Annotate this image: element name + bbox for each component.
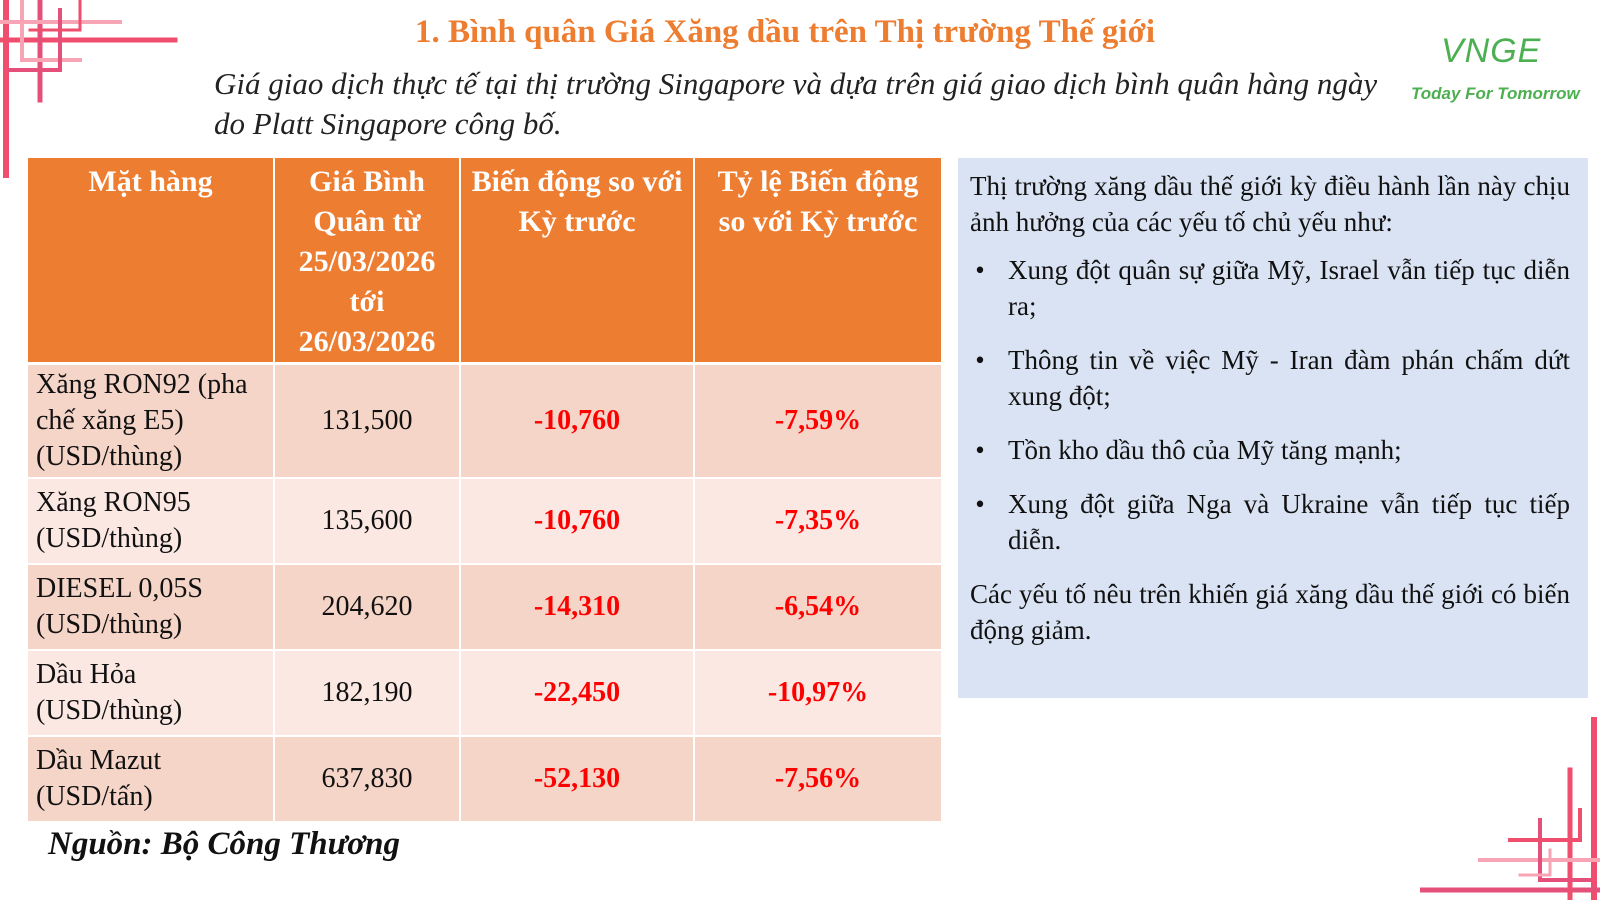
avg-price: 637,830 bbox=[274, 736, 460, 822]
price-change-pct: -7,35% bbox=[694, 478, 941, 564]
avg-price: 204,620 bbox=[274, 564, 460, 650]
page-subtitle: Giá giao dịch thực tế tại thị trường Singapore và dựa trên giá giao dịch bình quân hàng ngày do Platt Singapore công bố. bbox=[214, 66, 1378, 141]
item-name: Dầu Mazut (USD/tấn) bbox=[28, 736, 274, 822]
logo-mark: VNGE bbox=[1441, 32, 1542, 70]
item-name: Xăng RON95 (USD/thùng) bbox=[28, 478, 274, 564]
table-row bbox=[28, 650, 941, 736]
market-factors-panel bbox=[958, 158, 1588, 698]
table-row bbox=[28, 564, 941, 650]
item-name: Xăng RON92 (pha chế xăng E5) (USD/thùng) bbox=[28, 364, 274, 479]
bullet-icon: • bbox=[975, 345, 985, 375]
notes-conclusion: Các yếu tố nêu trên khiến giá xăng dầu thế giới có biến động giảm. bbox=[970, 579, 1570, 645]
header-change-pct: Tỷ lệ Biến động so với Kỳ trước bbox=[694, 158, 941, 364]
page-title: 1. Bình quân Giá Xăng dầu trên Thị trường Thế giới bbox=[414, 14, 1156, 50]
bullet-icon: • bbox=[975, 489, 985, 519]
price-change: -52,130 bbox=[460, 736, 694, 822]
price-change-pct: -6,54% bbox=[694, 564, 941, 650]
price-change: -22,450 bbox=[460, 650, 694, 736]
notes-intro: Thị trường xăng dầu thế giới kỳ điều hành lần này chịu ảnh hưởng của các yếu tố chủ yếu như: bbox=[970, 171, 1570, 237]
item-name: Dầu Hỏa (USD/thùng) bbox=[28, 650, 274, 736]
corner-ornament-bottom-right bbox=[1420, 710, 1600, 900]
avg-price: 182,190 bbox=[274, 650, 460, 736]
bullet-icon: • bbox=[975, 255, 985, 285]
factor-text: Tồn kho dầu thô của Mỹ tăng mạnh; bbox=[1008, 435, 1402, 465]
table-row bbox=[28, 478, 941, 564]
price-change: -14,310 bbox=[460, 564, 694, 650]
bullet-icon: • bbox=[975, 435, 985, 465]
logo-tagline: Today For Tomorrow bbox=[1411, 84, 1580, 103]
avg-price: 131,500 bbox=[274, 364, 460, 479]
price-change: -10,760 bbox=[460, 478, 694, 564]
header-item: Mặt hàng bbox=[28, 158, 274, 364]
list-item bbox=[970, 486, 1570, 558]
list-item bbox=[970, 432, 1570, 468]
price-table bbox=[28, 158, 941, 823]
source-note: Nguồn: Bộ Công Thương bbox=[48, 826, 400, 862]
avg-price: 135,600 bbox=[274, 478, 460, 564]
price-change-pct: -7,56% bbox=[694, 736, 941, 822]
corner-ornament-top-left bbox=[0, 0, 180, 180]
list-item bbox=[970, 342, 1570, 414]
header-change: Biến động so với Kỳ trước bbox=[460, 158, 694, 364]
table-row bbox=[28, 364, 941, 479]
list-item bbox=[970, 252, 1570, 324]
factor-text: Thông tin về việc Mỹ - Iran đàm phán chấm dứt xung đột; bbox=[1008, 345, 1570, 411]
factor-list bbox=[970, 252, 1570, 558]
header-avg-price: Giá Bình Quân từ 25/03/2026 tới 26/03/2026 bbox=[274, 158, 460, 364]
table-row bbox=[28, 736, 941, 822]
table-header-row bbox=[28, 158, 941, 364]
factor-text: Xung đột quân sự giữa Mỹ, Israel vẫn tiếp tục diễn ra; bbox=[1008, 255, 1570, 321]
factor-text: Xung đột giữa Nga và Ukraine vẫn tiếp tục tiếp diễn. bbox=[1008, 489, 1570, 555]
vnge-logo bbox=[1405, 18, 1585, 108]
item-name: DIESEL 0,05S (USD/thùng) bbox=[28, 564, 274, 650]
price-change-pct: -7,59% bbox=[694, 364, 941, 479]
price-change: -10,760 bbox=[460, 364, 694, 479]
price-change-pct: -10,97% bbox=[694, 650, 941, 736]
